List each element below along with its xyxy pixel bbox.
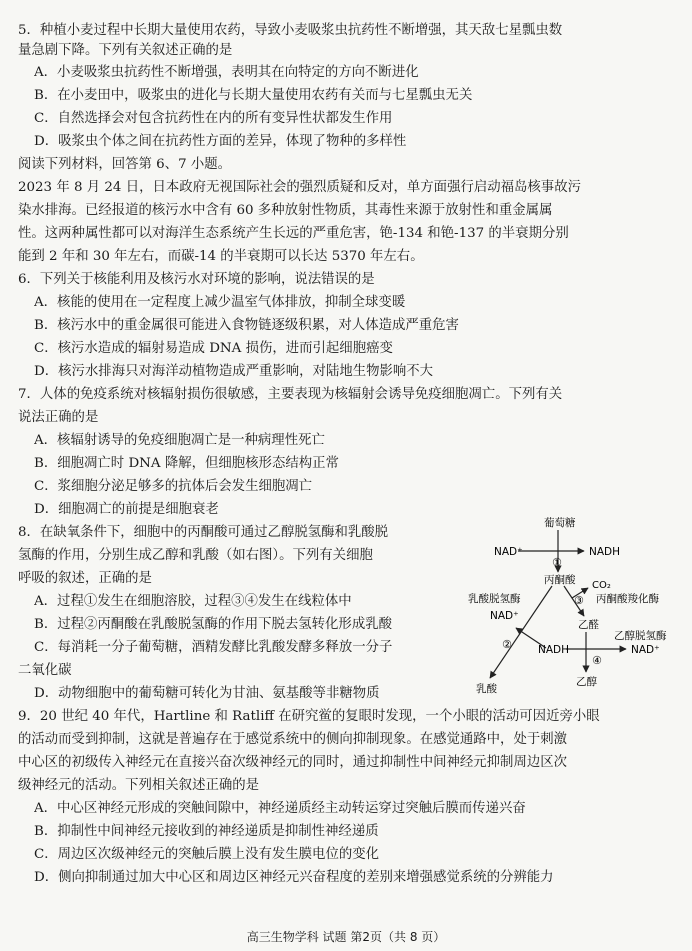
q8-option-a: A．过程①发生在细胞溶胶，过程③④发生在线粒体中 (34, 594, 352, 609)
q8-option-b: B．过程②丙酮酸在乳酸脱氢酶的作用下脱去氢转化形成乳酸 (34, 617, 392, 632)
q8-option-c: C．每消耗一分子葡萄糖，酒精发酵比乳酸发酵多释放一分子 (34, 640, 393, 655)
glucose-label: 葡萄糖 (544, 517, 576, 529)
step-4-marker: ④ (592, 654, 602, 667)
q5-stem-line-2: 量急剧下降。下列有关叙述正确的是 (18, 43, 233, 58)
ethanol-label: 乙醇 (576, 676, 597, 688)
q6-option-a: A．核能的使用在一定程度上减少温室气体排放，抑制全球变暖 (34, 295, 406, 310)
q9-option-a: A．中心区神经元形成的突触间隙中，神经递质经主动转运穿过突触后膜而传递兴奋 (34, 801, 526, 816)
q8-stem-line-3: 呼吸的叙述，正确的是 (18, 571, 152, 586)
q6-option-d: D．核污水排海只对海洋动植物造成严重影响，对陆地生物影响不大 (34, 364, 434, 379)
lactate-dehydrogenase-label: 乳酸脱氢酶 (468, 593, 521, 605)
q6-option-b: B．核污水中的重金属很可能进入食物链逐级积累，对人体造成严重危害 (34, 318, 459, 333)
q5-option-b: B．在小麦田中，吸浆虫的进化与长期大量使用农药有关而与七星瓢虫无关 (34, 88, 473, 103)
respiration-pathway-diagram (468, 516, 686, 700)
q5-option-d: D．吸浆虫个体之间在抗药性方面的差异，体现了物种的多样性 (34, 134, 407, 149)
co2-label: CO₂ (592, 580, 611, 591)
alcohol-dehydrogenase-label: 乙醇脱氢酶 (614, 630, 667, 642)
step-2-marker: ② (502, 638, 512, 651)
q7-option-a: A．核辐射诱导的免疫细胞凋亡是一种病理性死亡 (34, 433, 325, 448)
material-line-2: 染水排海。已经报道的核污水中含有 60 多种放射性物质，其毒性来源于放射性和重金属属 (18, 203, 553, 218)
material-line-1: 2023 年 8 月 24 日，日本政府无视国际社会的强烈质疑和反对，单方面强行启动福岛核事故污 (18, 180, 581, 195)
pyruvate-enzyme-label: 丙酮酸羧化酶 (596, 593, 659, 605)
q6-stem: 6．下列关于核能利用及核污水对环境的影响，说法错误的是 (18, 272, 375, 287)
q7-option-d: D．细胞凋亡的前提是细胞衰老 (34, 502, 219, 517)
step-3-marker: ③ (574, 594, 584, 607)
q9-stem-line-4: 级神经元的活动。下列相关叙述正确的是 (18, 778, 260, 793)
nadh-mid-label: NADH (538, 644, 570, 656)
q7-stem-line-2: 说法正确的是 (18, 410, 99, 425)
nad-plus-right-label: NAD⁺ (631, 644, 660, 656)
q9-stem-line-1: 9．20 世纪 40 年代，Hartline 和 Ratliff 在研究鲎的复眼时发现，一个小眼的活动可因近旁小眼 (18, 709, 600, 724)
q7-stem-line-1: 7．人体的免疫系统对核辐射损伤很敏感，主要表现为核辐射会诱导免疫细胞凋亡。下列有关 (18, 387, 563, 402)
q9-stem-line-2: 的活动而受到抑制，这就是普遍存在于感觉系统中的侧向抑制现象。在感觉通路中，处于刺激 (18, 732, 568, 747)
q8-stem-line-2: 氢酶的作用，分别生成乙醇和乳酸（如右图）。下列有关细胞 (18, 548, 373, 563)
step-1-marker: ① (552, 556, 562, 569)
nadh-top-label: NADH (589, 546, 621, 558)
q8-option-c-continued: 二氧化碳 (18, 663, 72, 678)
q6-option-c: C．核污水造成的辐射易造成 DNA 损伤，进而引起细胞癌变 (34, 341, 393, 356)
lactate-label: 乳酸 (476, 683, 497, 695)
q5-stem-line-1: 5．种植小麦过程中长期大量使用农药，导致小麦吸浆虫抗药性不断增强，其天敌七星瓢虫数 (18, 23, 563, 38)
material-line-4: 能到 2 年和 30 年左右，而碳-14 的半衰期可以长达 5370 年左右。 (18, 249, 424, 264)
q9-stem-line-3: 中心区的初级传入神经元在直接兴奋次级神经元的同时，通过抑制性中间神经元抑制周边区次 (18, 755, 568, 770)
reading-instruction: 阅读下列材料，回答第 6、7 小题。 (18, 157, 232, 172)
q9-option-d: D．侧向抑制通过加大中心区和周边区神经元兴奋程度的差别来增强感觉系统的分辨能力 (34, 870, 554, 885)
q5-option-a: A．小麦吸浆虫抗药性不断增强，表明其在向特定的方向不断进化 (34, 65, 419, 80)
pyruvate-label: 丙酮酸 (544, 574, 576, 586)
ethanal-label: 乙醛 (578, 619, 599, 631)
q8-option-d: D．动物细胞中的葡萄糖可转化为甘油、氨基酸等非糖物质 (34, 686, 380, 701)
q8-stem-line-1: 8．在缺氧条件下，细胞中的丙酮酸可通过乙醇脱氢酶和乳酸脱 (18, 525, 389, 540)
q5-option-c: C．自然选择会对包含抗药性在内的所有变异性状都发生作用 (34, 111, 393, 126)
material-line-3: 性。这两种属性都可以对海洋生态系统产生长远的严重危害，铯-134 和铯-137 的半衰期分别 (18, 226, 569, 241)
q9-option-c: C．周边区次级神经元的突触后膜上没有发生膜电位的变化 (34, 847, 380, 862)
q7-option-c: C．浆细胞分泌足够多的抗体后会发生细胞凋亡 (34, 479, 313, 494)
q9-option-b: B．抑制性中间神经元接收到的神经递质是抑制性神经递质 (34, 824, 379, 839)
q7-option-b: B．细胞凋亡时 DNA 降解，但细胞核形态结构正常 (34, 456, 339, 471)
nad-plus-top-label: NAD⁺ (494, 546, 523, 558)
page-footer: 高三生物学科 试题 第2页（共 8 页） (246, 930, 446, 944)
nad-plus-left-label: NAD⁺ (490, 610, 519, 622)
